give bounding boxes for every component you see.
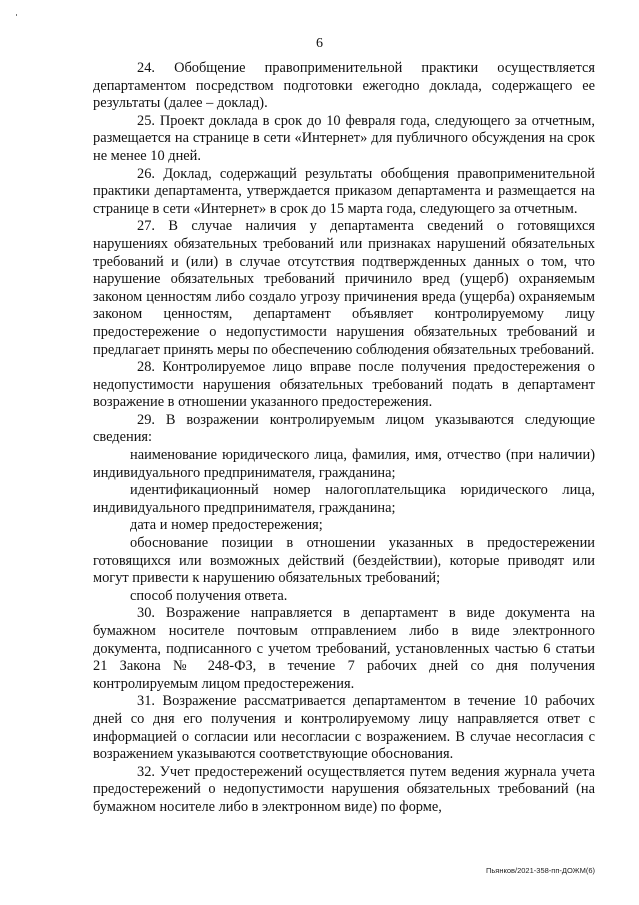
paragraph-26: 26. Доклад, содержащий результаты обобщения правоприменительной практики департамента, утверждается приказом департамента и размещается на странице в сети «Интернет» в срок до 15 марта года, следующего за отчетным.	[93, 165, 595, 217]
paragraph-32: 32. Учет предостережений осуществляется путем ведения журнала учета предостережений о недопустимости нарушения обязательных требований (на бумажном носителе либо в электронном виде) по форме,	[93, 763, 595, 815]
paragraph-30: 30. Возражение направляется в департамент в виде документа на бумажном носителе почтовым отправлением либо в виде электронного документа, подписанного с учетом требований, установленных частью 6 статьи 21 Закона № 248-ФЗ, в течение 7 рабочих дней со дня получения контролируемым лицом предостережения.	[93, 605, 595, 692]
paragraph-25: 25. Проект доклада в срок до 10 февраля года, следующего за отчетным, размещается на странице в сети «Интернет» для публичного обсуждения на срок не менее 10 дней.	[93, 112, 595, 164]
document-body	[93, 60, 595, 817]
page-number: 6	[316, 36, 323, 51]
paragraph-28: 28. Контролируемое лицо вправе после получения предостережения о недопустимости нарушения обязательных требований подать в департамент возражение в отношении указанного предостережения.	[93, 359, 595, 411]
paragraph-29: 29. В возражении контролируемым лицом указываются следующие сведения:	[93, 411, 595, 446]
list-item-inn: идентификационный номер налогоплательщика юридического лица, индивидуального предпринимателя, гражданина;	[93, 482, 595, 516]
paragraph-27: 27. В случае наличия у департамента сведений о готовящихся нарушениях обязательных требований или признаках нарушений обязательных требований и (или) в случае отсутствия подтвержденных данных о том, что нарушение обязательных требований причинило вред (ущерб) охраняемым законом ценностям либо создало угрозу причинения вреда (ущерба) охраняемым законом ценностям, департамент объявляет контролируемому лицу предостережение о недопустимости нарушения обязательных требований и предлагает принять меры по обеспечению соблюдения обязательных требований.	[93, 218, 595, 358]
list-item-date-number: дата и номер предостережения;	[130, 517, 323, 534]
list-item-name: наименование юридического лица, фамилия, имя, отчество (при наличии) индивидуального предпринимателя, гражданина;	[93, 447, 595, 481]
paragraph-31: 31. Возражение рассматривается департаментом в течение 10 рабочих дней со дня его получения и контролируемому лицу направляется ответ с информацией о согласии или несогласии с возражением. В случае несогласия с возражением указываются соответствующие обоснования.	[93, 693, 595, 763]
list-item-justification: обоснование позиции в отношении указанных в предостережении готовящихся или возможных действий (бездействии), которые приводят или могут привести к нарушению обязательных требований;	[93, 535, 595, 587]
list-item-response-method: способ получения ответа.	[130, 587, 288, 604]
paragraph-24: 24. Обобщение правоприменительной практики осуществляется департаментом посредством подготовки ежегодно доклада, содержащего ее результаты (далее – доклад).	[93, 60, 595, 112]
document-code-footer: Пьянков/2021-358-пп-ДОЖМ(6)	[485, 866, 595, 875]
scan-speck	[16, 14, 17, 16]
